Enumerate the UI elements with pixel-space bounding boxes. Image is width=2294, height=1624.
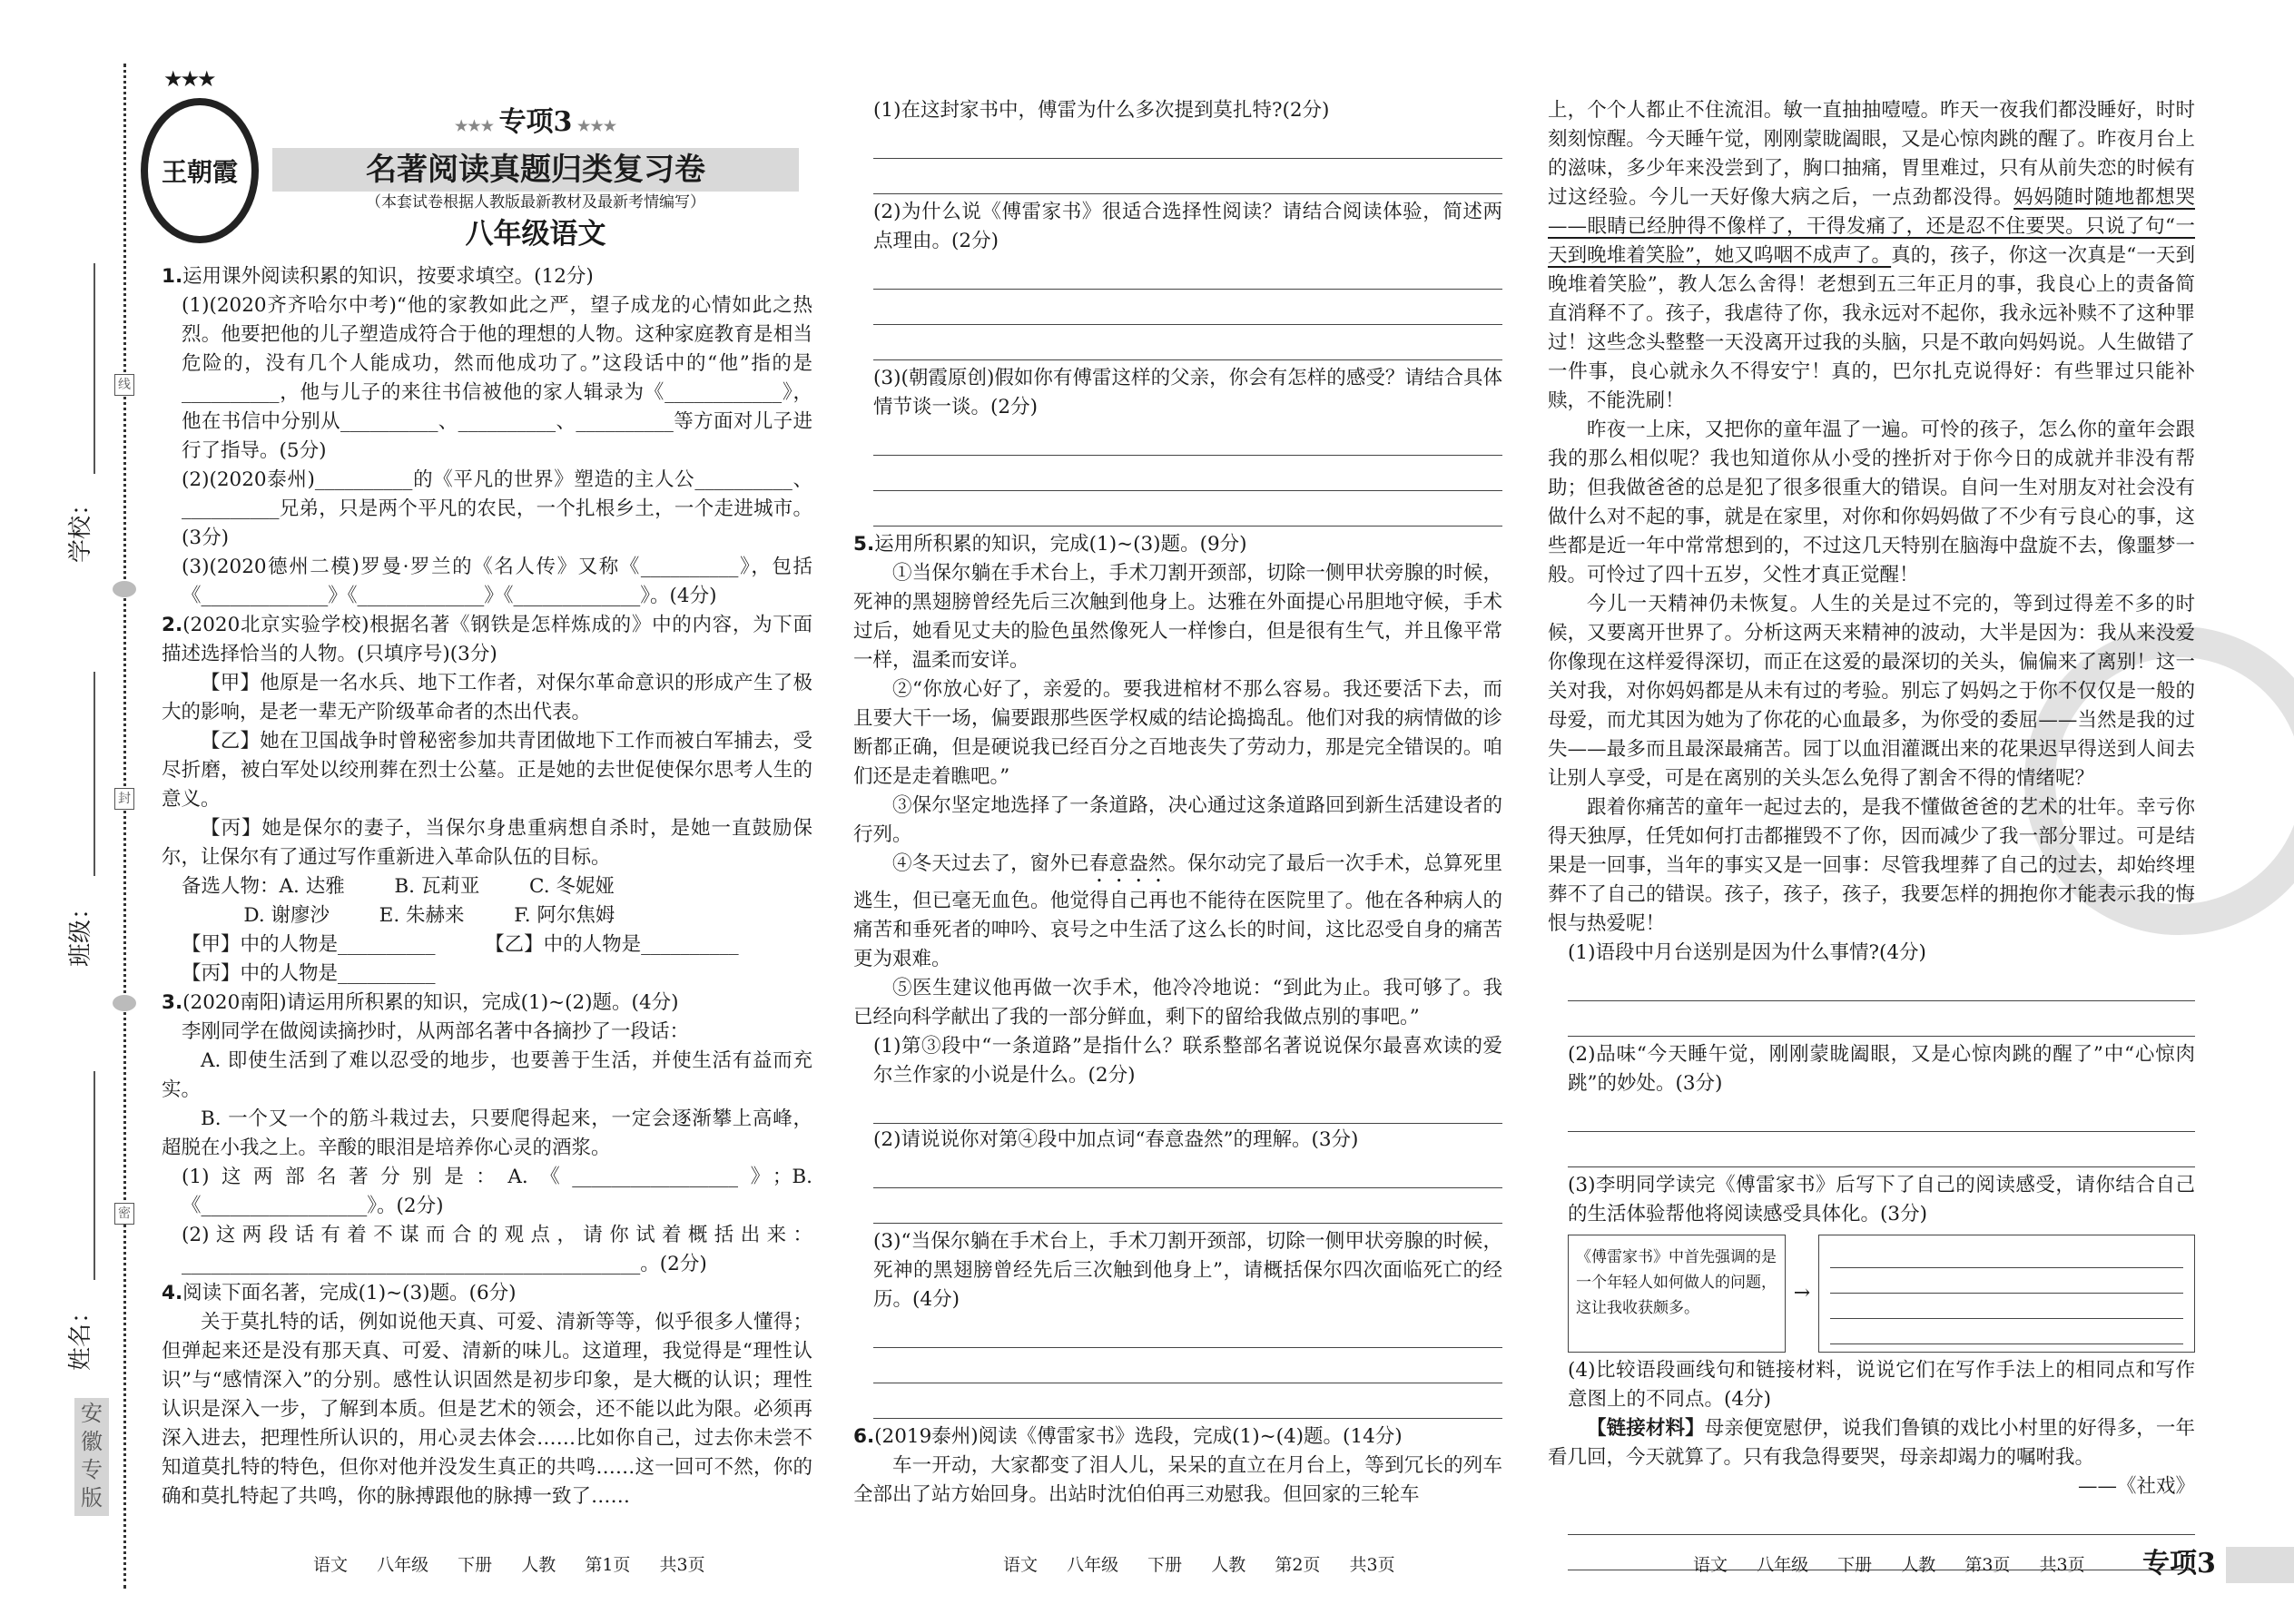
question-1-2[interactable]: (2)(2020泰州)__________的《平凡的世界》塑造的主人公__________、__________兄弟，只是两个平凡的农民，一个扎根乡土，一个走进城市。(3分) <box>182 468 812 549</box>
class-label: 班级： <box>67 895 94 967</box>
question-text: 阅读下面名著，完成(1)~(3)题。(6分) <box>182 1282 517 1304</box>
question-4-3: (3)(朝霞原创)假如你有傅雷这样的父亲，你会有怎样的感受？请结合具体情节谈一谈。(2分) <box>873 367 1502 418</box>
question-4-heading <box>162 1279 812 1308</box>
question-4-1: (1)在这封家书中，傅雷为什么多次提到莫扎特?(2分) <box>873 99 1330 122</box>
page-footer-2: 语文 八年级 下册 人教 第2页 共3页 <box>1003 1555 1395 1575</box>
name-label: 姓名： <box>67 1299 94 1371</box>
question-2-heading <box>162 611 812 669</box>
answer-line[interactable] <box>873 125 1502 159</box>
answer-box[interactable] <box>1818 1235 2195 1353</box>
question-3-2[interactable]: (2)这两段话有着不谋而合的观点，请你试着概括出来：_______________________________________________。(2分) <box>182 1224 812 1275</box>
answer-line[interactable] <box>1568 1003 2195 1037</box>
question-3-heading <box>162 989 812 1018</box>
answer-line[interactable] <box>1568 968 2195 1001</box>
star-icon: ★★★ <box>454 117 499 134</box>
candidate-options: D. 谢廖沙 E. 朱赫来 F. 阿尔焦姆 <box>182 904 615 927</box>
answer-blanks[interactable]: 【甲】中的人物是__________ 【乙】中的人物是__________ <box>182 933 739 956</box>
page-title: 名著阅读真题归类复习卷 <box>366 152 705 188</box>
link-material-label: 【链接材料】 <box>1587 1417 1705 1440</box>
binding-dotted-line <box>123 64 126 1589</box>
answer-line[interactable] <box>1568 1098 2195 1132</box>
star-icon: ★★★ <box>572 117 617 134</box>
question-text: (2019泰州)阅读《傅雷家书》选段，完成(1)~(4)题。(14分) <box>874 1425 1403 1448</box>
question-5-1: (1)第③段中“一条道路”是指什么？联系整部名著说说保尔最喜欢读的爱尔兰作家的小说是什么。(2分) <box>873 1035 1502 1087</box>
seal-mark-xian: 线 <box>114 374 134 396</box>
description-jia: 【甲】他原是一名水兵、地下工作者，对保尔革命意识的形成产生了极大的影响，是老一辈无产阶级革命者的杰出代表。 <box>162 672 812 723</box>
series-label <box>381 105 690 143</box>
question-6-4: (4)比较语段画线句和链接材料，说说它们在写作手法上的相同点和写作意图上的不同点。(4分) <box>1568 1359 2195 1411</box>
text: ④冬天过去了，窗外已 <box>892 852 1089 875</box>
reading-feeling-diagram <box>1568 1235 2195 1353</box>
quote-b: B. 一个又一个的筋斗栽过去，只要爬得起来，一定会逐渐攀上高峰，超脱在小我之上。辛酸的眼泪是培养你心灵的酒浆。 <box>162 1107 812 1159</box>
answer-line[interactable] <box>873 493 1502 527</box>
answer-line[interactable] <box>873 458 1502 491</box>
question-text: 运用课外阅读积累的知识，按要求填空。(12分) <box>182 265 594 288</box>
question-text: (2020北京实验学校)根据名著《钢铁是怎样炼成的》中的内容，为下面描述选择恰当的人物。(只填序号)(3分) <box>162 614 812 665</box>
seal-mark-mi: 密 <box>114 1203 134 1225</box>
question-1-heading <box>162 262 812 291</box>
name-field[interactable] <box>94 1071 95 1280</box>
candidate-options: 备选人物：A. 达雅 B. 瓦莉亚 C. 冬妮娅 <box>182 875 615 898</box>
school-label: 学校： <box>67 491 94 563</box>
answer-line[interactable] <box>873 1190 1502 1224</box>
reading-passage: 关于莫扎特的话，例如说他天真、可爱、清新等等，似乎很多人懂得；但弹起来还是没有那天真、可爱、清新的味儿。这道理，我觉得是“理性认识”与“感情深入”的分别。感性认识固然是初步印象，是大概的认识；理性认识是深入一步，了解到本质。但是艺术的领会，还不能以此为限。必须再深入进去，把理性所认识的，用心灵去体会……比如你自己，过去你未尝不知道莫扎特的特色，但你对他并没发生真正的共鸣……这一回可不然，你的确和莫扎特起了共鸣，你的脉搏跟他的脉搏一致了…… <box>162 1311 812 1508</box>
page-footer-1: 语文 八年级 下册 人教 第1页 共3页 <box>313 1555 705 1575</box>
quote-a: A. 即使生活到了难以忍受的地步，也要善于生活，并使生活有益而充实。 <box>162 1049 812 1101</box>
binding-hole-icon <box>113 995 136 1011</box>
question-text: (2020南阳)请运用所积累的知识，完成(1)~(2)题。(4分) <box>182 991 679 1014</box>
answer-line[interactable] <box>873 422 1502 456</box>
column-3 <box>1548 96 2195 1572</box>
passage-paragraph-5: ⑤医生建议他再做一次手术，他冷冷地说：“到此为止。我可够了。我已经向科学献出了我的一部分鲜血，剩下的留给我做点别的事吧。” <box>853 977 1502 1029</box>
question-6-heading <box>853 1422 1502 1452</box>
answer-line[interactable] <box>873 161 1502 194</box>
question-number: 5. <box>853 533 875 556</box>
question-number: 4. <box>162 1282 183 1304</box>
question-6-2: (2)品味“今天睡午觉，刚刚蒙眬阖眼，又是心惊肉跳的醒了”中“心惊肉跳”的妙处。(3分) <box>1568 1043 2195 1095</box>
description-bing: 【丙】她是保尔的妻子，当保尔身患重病想自杀时，是她一直鼓励保尔，让保尔有了通过写作重新进入革命队伍的目标。 <box>162 817 812 869</box>
question-4-2: (2)为什么说《傅雷家书》很适合选择性阅读？请结合阅读体验，简述两点理由。(2分) <box>873 201 1502 252</box>
text: 真的，孩子，你这一次真是“一天到晚堆着笑脸”，教人怎么舍得！老想到五三年正月的事，我良心上的责备简直消释不了。孩子，我虐待了你，我永远对不起你，我永远补赎不了这种罪过！这些念头整整一天没离开过我的头脑，只是不敢向妈妈说。人生做错了一件事，良心就永久不得安宁！真的，巴尔扎克说得好：有些罪过只能补赎，不能洗刷！ <box>1548 244 2195 412</box>
passage-paragraph-1: ①当保尔躺在手术台上，手术刀割开颈部，切除一侧甲状旁腺的时候，死神的黑翅膀曾经先后三次触到他身上。达雅在外面提心吊胆地守候，手术过后，她看见丈夫的脸色虽然像死人一样惨白，但是很有生气，并且像平常一样，温柔而安详。 <box>853 562 1502 672</box>
passage-paragraph-3: ③保尔坚定地选择了一条道路，决心通过这条道路回到新生活建设者的行列。 <box>853 794 1502 846</box>
answer-line[interactable] <box>873 256 1502 290</box>
description-yi: 【乙】她在卫国战争时曾秘密参加共青团做地下工作而被白军捕去，受尽折磨，被白军处以绞刑葬在烈士公墓。正是她的去世促使保尔思考人生的意义。 <box>162 730 812 811</box>
brand-logo <box>141 98 259 243</box>
link-material <box>1548 1414 2195 1472</box>
text: 上，个个人都止不住流泪。敏一直抽抽噎噎。昨天一夜我们都没睡好，时时刻刻惊醒。今天睡午觉，刚刚蒙眬阖眼，又是心惊肉跳的醒了。昨夜月台上的滋味，多少年来没尝到了，胸口抽痛，胃里难过，只有从前失恋的时候有过这经验。今儿一天好像大病之后，一点劲都没得。 <box>1548 99 2195 209</box>
answer-line[interactable] <box>873 327 1502 360</box>
link-material-source: ——《社戏》 <box>2077 1475 2195 1498</box>
question-5-3: (3)“当保尔躺在手术台上，手术刀割开颈部，切除一侧甲状旁腺的时候，死神的黑翅膀曾经先后三次触到他身上”，请概括保尔四次面临死亡的经历。(4分) <box>873 1230 1502 1311</box>
given-feeling-box: 《傅雷家书》中首先强调的是一个年轻人如何做人的问题，这让我收获颇多。 <box>1568 1235 1786 1353</box>
crown-icon: ★★★ <box>163 66 214 92</box>
question-3-intro: 李刚同学在做阅读摘抄时，从两部名著中各摘抄了一段话： <box>182 1020 690 1043</box>
underlined-sentence: 妈妈随时随地都想哭——眼睛已经肿得不像样了，干得发痛了，还是忍不住要哭。只说了句“一天到晚堆着笑脸”，她又呜咽不成声了。 <box>1548 186 2195 267</box>
page-subtitle: （本套试卷根据人教版最新教材及最新考情编写） <box>366 193 705 212</box>
series-badge: 专项3 <box>2142 1548 2216 1580</box>
class-field[interactable] <box>94 672 95 876</box>
question-3-1[interactable]: (1)这两部名著分别是：A.《_________________》；B.《_________________》。(2分) <box>182 1166 812 1217</box>
answer-line[interactable] <box>873 1314 1502 1348</box>
passage-paragraph: 跟着你痛苦的童年一起过去的，是我不懂做爸爸的艺术的壮年。幸亏你得天独厚，任凭如何打击都摧毁不了你，因而减少了我一部分罪过。可是结果是一回事，当年的事实又是一回事：尽管我埋葬了自己的过去，却始终埋葬不了自己的错误。孩子，孩子，孩子，我要怎样的拥抱你才能表示我的悔恨与热爱呢！ <box>1548 796 2195 935</box>
badge-bar <box>2226 1547 2294 1583</box>
edition-badge: 安徽专版 <box>74 1398 109 1516</box>
question-number: 3. <box>162 991 183 1014</box>
passage-paragraph: 今儿一天精神仍未恢复。人生的关是过不完的，等到过得差不多的时候，又要离开世界了。分析这两天来精神的波动，大半是因为：我从来没爱你像现在这样爱得深切，而正在这爱的最深切的关头，偏偏来了离别！这一关对我，对你妈妈都是从未有过的考验。别忘了妈妈之于你不仅仅是一般的母爱，而尤其因为她为了你花的心血最多，为你受的委屈——当然是我的过失——最多而且最深最痛苦。园丁以血泪灌溉出来的花果迟早得送到人间去让别人享受，可是在离别的关头怎么免得了割舍不得的情绪呢？ <box>1548 593 2195 790</box>
question-6-1: (1)语段中月台送别是因为什么事情?(4分) <box>1568 941 1926 964</box>
series-text: 专项3 <box>498 106 573 138</box>
answer-line[interactable] <box>873 291 1502 325</box>
dotted-emphasis-word: 春意盎然 <box>1088 852 1168 875</box>
question-number: 6. <box>853 1425 875 1448</box>
seal-mark-feng: 封 <box>114 788 134 810</box>
answer-blanks[interactable]: 【丙】中的人物是__________ <box>182 962 436 985</box>
binding-hole-icon <box>113 581 136 597</box>
question-6-3: (3)李明同学读完《傅雷家书》后写下了自己的阅读感受，请你结合自己的生活体验帮他将阅读感受具体化。(3分) <box>1568 1174 2195 1225</box>
passage-paragraph <box>1548 96 2195 416</box>
column-2 <box>853 96 1502 1510</box>
answer-line[interactable] <box>873 1350 1502 1383</box>
logo-text: 王朝霞 <box>161 157 238 187</box>
answer-line[interactable] <box>1568 1134 2195 1167</box>
passage-paragraph-2: ②“你放心好了，亲爱的。要我进棺材不那么容易。我还要活下去，而且要大干一场，偏要跟那些医学权威的结论捣捣乱。他们对我的病情做的诊断都正确，但是硬说我已经百分之百地丧失了劳动力，那是完全错误的。咱们还是走着瞧吧。” <box>853 678 1502 788</box>
link-material-text: 母亲便宽慰伊，说我们鲁镇的戏比小村里的好得多，一年看几回，今天就算了。只有我急得要哭，母亲却竭力的嘱咐我。 <box>1548 1417 2195 1469</box>
passage-paragraph: 车一开动，大家都变了泪人儿，呆呆的直立在月台上，等到冗长的列车全部出了站方始回身。出站时沈伯伯再三劝慰我。但回家的三轮车 <box>853 1454 1502 1506</box>
question-5-2: (2)请说说你对第④段中加点词“春意盎然”的理解。(3分) <box>873 1128 1359 1151</box>
grade-heading: 八年级语文 <box>465 218 606 251</box>
question-text: 运用所积累的知识，完成(1)~(3)题。(9分) <box>874 533 1247 556</box>
answer-line[interactable] <box>873 1155 1502 1188</box>
answer-line[interactable] <box>873 1090 1502 1124</box>
passage-paragraph-4 <box>853 850 1502 974</box>
page-footer-3: 语文 八年级 下册 人教 第3页 共3页 <box>1693 1555 2085 1575</box>
column-1 <box>162 262 812 1511</box>
question-1-1[interactable]: (1)(2020齐齐哈尔中考)“他的家教如此之严，望子成龙的心情如此之热烈。他要把他的儿子塑造成符合于他的理想的人物。这种家庭教育是相当危险的，没有几个人能成功，然而他成功了。”这段话中的“他”指的是__________，他与儿子的来往书信被他的家人辑录为《____________》，他在书信中分别从__________、__________、__________等方面对儿子进行了指导。(5分) <box>182 294 812 462</box>
passage-paragraph: 昨夜一上床，又把你的童年温了一遍。可怜的孩子，怎么你的童年会跟我的那么相似呢？我也知道你从小受的挫折对于你今日的成就并非没有帮助；但我做爸爸的总是犯了很多很重大的错误。自问一生对朋友对社会没有做什么对不起的事，就是在家里，对你和你妈妈做了不少有亏良心的事，这些都是近一年中常常想到的，不过这几天特别在脑海中盘旋不去，像噩梦一般。可怜过了四十五岁，父性才真正觉醒！ <box>1548 418 2195 586</box>
text: 。保尔动完了最后一次手术，总算死里逃生，但已毫无血色。他觉得自己再也不能待在医院里了。他在各种病人的痛苦和垂死者的呻吟、哀号之中生活了这么长的时间，这比忍受自身的痛苦更为艰难。 <box>853 852 1502 970</box>
question-number: 1. <box>162 265 183 288</box>
question-number: 2. <box>162 614 183 636</box>
answer-line[interactable] <box>1568 1501 2195 1535</box>
question-1-3[interactable]: (3)(2020德州二模)罗曼·罗兰的《名人传》又称《__________》，包括《_____________》《_____________》《_____________》。(4分) <box>182 556 812 607</box>
arrow-right-icon: → <box>1793 1282 1811 1304</box>
question-5-heading <box>853 530 1502 559</box>
school-field[interactable] <box>94 263 95 474</box>
answer-line[interactable] <box>873 1385 1502 1419</box>
